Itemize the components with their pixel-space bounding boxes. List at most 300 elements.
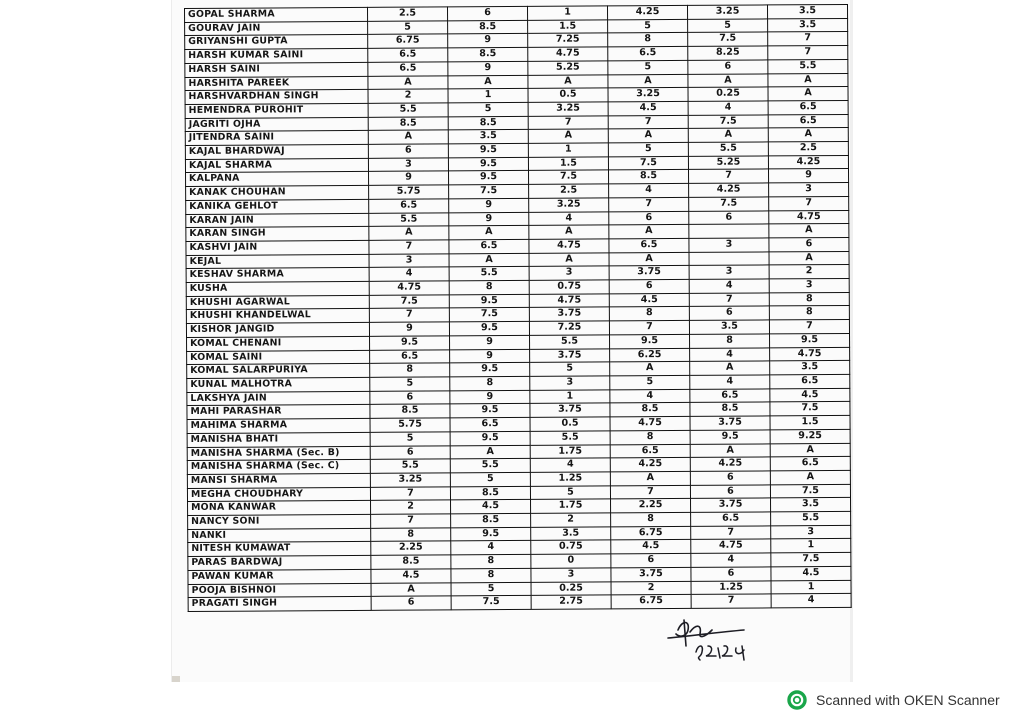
marks-cell: 0.25 <box>531 581 611 595</box>
marks-cell: 4 <box>451 541 531 555</box>
marks-cell: 8.5 <box>450 486 530 500</box>
marks-cell: 3.5 <box>448 130 528 144</box>
marks-cell: 3 <box>689 265 769 279</box>
marks-cell: 3.75 <box>611 567 691 581</box>
marks-cell: 7.5 <box>451 596 531 610</box>
marks-cell: 3.25 <box>608 88 688 102</box>
marks-cell <box>689 224 769 238</box>
marks-table-body <box>185 4 852 611</box>
marks-cell: 8.5 <box>610 403 690 417</box>
marks-cell: 8.5 <box>448 48 528 62</box>
marks-cell: 9 <box>448 61 528 75</box>
marks-cell: 5.5 <box>450 459 530 473</box>
marks-cell: 3.75 <box>530 348 610 362</box>
student-name-cell: MAHIMA SHARMA <box>187 418 370 433</box>
marks-cell: 1.75 <box>531 499 611 513</box>
marks-cell: 7.5 <box>689 197 769 211</box>
marks-cell <box>689 252 769 266</box>
marks-cell: 6.75 <box>611 526 691 540</box>
student-name-cell: LAKSHYA JAIN <box>187 391 370 406</box>
marks-cell: 3.75 <box>529 307 609 321</box>
marks-cell: 4.5 <box>451 500 531 514</box>
marks-cell: 5 <box>370 432 450 446</box>
marks-cell: 5 <box>530 486 610 500</box>
marks-cell: 0.25 <box>688 87 768 101</box>
marks-cell: 5 <box>608 19 688 33</box>
marks-cell: 7 <box>609 321 689 335</box>
marks-cell: 6.5 <box>369 199 449 213</box>
student-name-cell: GOURAV JAIN <box>185 21 368 36</box>
marks-cell: 9.5 <box>610 334 690 348</box>
marks-cell: 4.75 <box>528 47 608 61</box>
student-name-cell: KHUSHI AGARWAL <box>186 295 369 310</box>
marks-cell: 6 <box>447 6 527 20</box>
marks-cell: 5 <box>451 582 531 596</box>
marks-cell: A <box>609 252 689 266</box>
marks-cell: 6.5 <box>768 114 848 128</box>
marks-cell: 9.5 <box>450 363 530 377</box>
marks-cell: 6 <box>689 210 769 224</box>
marks-cell: 6 <box>688 60 768 74</box>
marks-cell: 1.75 <box>530 444 610 458</box>
student-name-cell: KAJAL BHARDWAJ <box>185 144 368 159</box>
marks-cell: 6.5 <box>690 389 770 403</box>
marks-cell: A <box>448 75 528 89</box>
marks-cell: 7 <box>768 32 848 46</box>
marks-cell: 4 <box>691 553 771 567</box>
scanner-watermark <box>786 689 1000 711</box>
marks-cell: A <box>529 225 609 239</box>
student-name-cell: HARSHVARDHAN SINGH <box>185 90 368 105</box>
marks-cell: 8.5 <box>371 555 451 569</box>
marks-cell: A <box>690 443 770 457</box>
marks-cell: 0.75 <box>531 540 611 554</box>
marks-cell: 9 <box>369 171 449 185</box>
marks-cell: 8 <box>690 334 770 348</box>
student-name-cell: GOPAL SHARMA <box>185 7 368 22</box>
marks-cell: 8.25 <box>688 46 768 60</box>
student-name-cell: MAHI PARASHAR <box>187 405 370 420</box>
marks-cell: 7.5 <box>449 308 529 322</box>
marks-cell: 7 <box>369 308 449 322</box>
marks-cell: 7 <box>769 196 849 210</box>
marks-cell: 9.5 <box>449 294 529 308</box>
student-name-cell: JAGRITI OJHA <box>185 117 368 132</box>
marks-cell: 4.75 <box>369 281 449 295</box>
marks-cell: 6 <box>368 144 448 158</box>
marks-cell: 0.75 <box>529 280 609 294</box>
marks-cell: 2 <box>368 89 448 103</box>
student-name-cell: MANISHA SHARMA (Sec. B) <box>187 446 370 461</box>
marks-cell: 8 <box>451 568 531 582</box>
marks-cell: 4 <box>529 211 609 225</box>
marks-cell: 1.5 <box>528 20 608 34</box>
marks-cell: 5 <box>450 472 530 486</box>
marks-cell: A <box>768 73 848 87</box>
marks-cell: A <box>608 129 688 143</box>
marks-cell: 7.5 <box>770 402 850 416</box>
marks-cell: 4.25 <box>607 5 687 19</box>
marks-cell: 5.5 <box>370 459 450 473</box>
marks-cell: 4 <box>609 184 689 198</box>
marks-cell: A <box>770 470 850 484</box>
marks-cell: 7 <box>371 514 451 528</box>
student-name-cell: KARAN SINGH <box>186 227 369 242</box>
scanner-watermark-text: Scanned with OKEN Scanner <box>816 692 1000 708</box>
marks-cell: 4.5 <box>770 388 850 402</box>
marks-cell: 3.5 <box>771 498 851 512</box>
student-name-cell: KALPANA <box>186 172 369 187</box>
marks-cell: 5.75 <box>370 418 450 432</box>
marks-cell: 6 <box>690 485 770 499</box>
marks-cell: 4.25 <box>690 457 770 471</box>
marks-cell: 8 <box>769 306 849 320</box>
marks-cell: 7.25 <box>528 33 608 47</box>
student-name-cell: KESHAV SHARMA <box>186 268 369 283</box>
marks-cell: A <box>690 361 770 375</box>
marks-cell: 1.5 <box>528 157 608 171</box>
marks-cell: 8 <box>449 280 529 294</box>
marks-cell: 7 <box>528 116 608 130</box>
marks-cell: 6.75 <box>611 595 691 609</box>
marks-cell: 9.5 <box>448 157 528 171</box>
marks-cell: A <box>371 582 451 596</box>
marks-cell: 6 <box>371 596 451 610</box>
marks-cell: A <box>608 74 688 88</box>
marks-cell: 2.5 <box>529 184 609 198</box>
student-name-cell: KOMAL SAINI <box>187 350 370 365</box>
oken-scanner-icon <box>786 689 808 711</box>
marks-cell: 4.25 <box>689 183 769 197</box>
marks-cell: 5.5 <box>771 511 851 525</box>
marks-cell: 4.75 <box>691 539 771 553</box>
student-name-cell: HARSH KUMAR SAINI <box>185 48 368 63</box>
paper-corner-mark <box>172 676 180 682</box>
marks-cell: 5.5 <box>530 431 610 445</box>
marks-cell: 1 <box>530 390 610 404</box>
marks-cell: 8 <box>611 512 691 526</box>
marks-cell: 4.5 <box>371 569 451 583</box>
student-name-cell: KOMAL SALARPURIYA <box>187 364 370 379</box>
marks-cell: 6 <box>769 237 849 251</box>
marks-cell: 5.5 <box>530 335 610 349</box>
marks-cell: 1 <box>771 580 851 594</box>
marks-cell: 6.5 <box>368 48 448 62</box>
marks-cell: 9.5 <box>451 527 531 541</box>
marks-cell: 7.5 <box>688 32 768 46</box>
marks-cell: 2 <box>531 513 611 527</box>
marks-cell: A <box>528 74 608 88</box>
marks-cell: A <box>369 226 449 240</box>
marks-cell: 3.25 <box>370 473 450 487</box>
marks-cell: 2 <box>371 500 451 514</box>
marks-cell: 7.5 <box>449 185 529 199</box>
marks-cell: 5.5 <box>688 142 768 156</box>
student-name-cell: KANAK CHOUHAN <box>186 186 369 201</box>
student-name-cell: KANIKA GEHLOT <box>186 199 369 214</box>
marks-cell: 3 <box>531 568 611 582</box>
marks-cell: 0 <box>531 554 611 568</box>
student-name-cell: NANKI <box>188 528 371 543</box>
marks-cell: 7.5 <box>770 484 850 498</box>
marks-cell: 5 <box>688 19 768 33</box>
student-name-cell: KASHVI JAIN <box>186 240 369 255</box>
marks-cell: A <box>688 73 768 87</box>
marks-cell: 9 <box>449 212 529 226</box>
marks-cell: 3 <box>769 183 849 197</box>
marks-cell: 3 <box>369 254 449 268</box>
marks-cell: 1.5 <box>770 416 850 430</box>
marks-cell: 8.5 <box>608 170 688 184</box>
marks-cell: A <box>529 253 609 267</box>
marks-cell: 7 <box>609 197 689 211</box>
marks-cell: 9 <box>450 335 530 349</box>
marks-cell: 4.25 <box>610 458 690 472</box>
marks-cell: A <box>449 253 529 267</box>
marks-cell: 2.25 <box>611 499 691 513</box>
marks-cell: 8 <box>451 555 531 569</box>
marks-cell: 4.25 <box>768 155 848 169</box>
marks-cell: 6 <box>689 306 769 320</box>
marks-cell: A <box>610 362 690 376</box>
student-name-cell: MEGHA CHOUDHARY <box>187 487 370 502</box>
marks-cell: 7.5 <box>369 295 449 309</box>
marks-cell: 8 <box>450 376 530 390</box>
marks-cell: 8 <box>608 33 688 47</box>
marks-cell: 5.25 <box>528 61 608 75</box>
marks-cell: 8.5 <box>451 513 531 527</box>
marks-cell: 6.75 <box>368 34 448 48</box>
student-name-cell: HARSH SAINI <box>185 62 368 77</box>
marks-cell: 9 <box>450 349 530 363</box>
marks-cell: 9.5 <box>449 322 529 336</box>
marks-cell: 1.25 <box>530 472 610 486</box>
marks-cell: 6.5 <box>368 62 448 76</box>
student-name-cell: MANISHA SHARMA (Sec. C) <box>187 460 370 475</box>
student-name-cell: NITESH KUMAWAT <box>188 542 371 557</box>
marks-cell: 3 <box>368 158 448 172</box>
marks-table <box>184 4 852 612</box>
student-name-cell: KUSHA <box>186 281 369 296</box>
student-name-cell: PAWAN KUMAR <box>188 569 371 584</box>
marks-cell: 1.25 <box>691 580 771 594</box>
marks-cell: 5.75 <box>369 185 449 199</box>
marks-cell: A <box>770 443 850 457</box>
marks-cell: 7 <box>608 115 688 129</box>
marks-cell: 4.75 <box>769 210 849 224</box>
marks-cell: 9.5 <box>690 430 770 444</box>
marks-cell: 7.5 <box>688 115 768 129</box>
marks-cell: 4 <box>690 348 770 362</box>
marks-cell: 6.5 <box>449 239 529 253</box>
marks-cell: 9 <box>450 390 530 404</box>
marks-cell: 8.5 <box>370 404 450 418</box>
marks-cell: 6 <box>691 567 771 581</box>
marks-cell: A <box>450 445 530 459</box>
marks-cell: 3.75 <box>690 416 770 430</box>
marks-cell: 4.75 <box>610 417 690 431</box>
marks-cell: 6 <box>609 211 689 225</box>
marks-cell: 2.25 <box>371 541 451 555</box>
marks-cell: 5 <box>608 142 688 156</box>
student-name-cell: HARSHITA PAREEK <box>185 76 368 91</box>
marks-cell: 7.5 <box>608 156 688 170</box>
marks-cell: 7.25 <box>529 321 609 335</box>
marks-cell: A <box>368 75 448 89</box>
marks-cell: 9.25 <box>770 429 850 443</box>
marks-cell: 6 <box>690 471 770 485</box>
marks-cell: 7 <box>768 46 848 60</box>
marks-cell: 9.5 <box>370 336 450 350</box>
marks-cell: A <box>449 226 529 240</box>
marks-cell: 6.25 <box>610 348 690 362</box>
marks-cell: 6.5 <box>768 100 848 114</box>
marks-cell: 3 <box>771 525 851 539</box>
marks-cell: 6 <box>609 279 689 293</box>
marks-cell: 3 <box>529 266 609 280</box>
student-name-cell: PRAGATI SINGH <box>188 597 371 612</box>
marks-cell: 1 <box>448 89 528 103</box>
student-name-cell: KUNAL MALHOTRA <box>187 377 370 392</box>
marks-cell: A <box>610 471 690 485</box>
marks-cell: 6 <box>370 391 450 405</box>
marks-cell: 9 <box>369 322 449 336</box>
marks-cell: 8.5 <box>448 116 528 130</box>
marks-cell: 5 <box>448 102 528 116</box>
student-name-cell: MANSI SHARMA <box>187 473 370 488</box>
marks-cell: 3.25 <box>687 5 767 19</box>
marks-cell: 9.5 <box>770 333 850 347</box>
student-name-cell: GRIYANSHI GUPTA <box>185 35 368 50</box>
marks-cell: 6.5 <box>770 457 850 471</box>
marks-cell: 4 <box>530 458 610 472</box>
marks-cell: 7 <box>769 320 849 334</box>
marks-cell: 7 <box>689 293 769 307</box>
marks-cell: 3.5 <box>767 4 847 18</box>
marks-cell: 3.75 <box>609 266 689 280</box>
marks-cell: 5 <box>370 377 450 391</box>
marks-cell: A <box>609 225 689 239</box>
marks-cell: 5 <box>368 21 448 35</box>
marks-cell: 7.5 <box>771 553 851 567</box>
marks-cell: 4.5 <box>771 566 851 580</box>
marks-cell: 1 <box>528 143 608 157</box>
student-name-cell: MANISHA BHATI <box>187 432 370 447</box>
marks-cell: 7 <box>691 526 771 540</box>
marks-cell: 4 <box>690 375 770 389</box>
marks-cell: 8.5 <box>690 402 770 416</box>
marks-cell: 3.25 <box>529 198 609 212</box>
marks-cell: 5 <box>530 362 610 376</box>
marks-cell: 4 <box>771 594 851 608</box>
student-name-cell: KISHOR JANGID <box>186 323 369 338</box>
marks-cell: 8 <box>609 307 689 321</box>
marks-cell: 6 <box>370 445 450 459</box>
marks-cell: 7.5 <box>529 170 609 184</box>
student-name-cell: HEMENDRA PUROHIT <box>185 103 368 118</box>
marks-cell: 7 <box>370 486 450 500</box>
marks-cell: 5 <box>610 375 690 389</box>
marks-cell: 8 <box>371 528 451 542</box>
marks-cell: 2.5 <box>768 141 848 155</box>
marks-cell: 8.5 <box>368 117 448 131</box>
marks-cell: 3.5 <box>531 527 611 541</box>
student-name-cell: KEJAL <box>186 254 369 269</box>
student-name-cell: KARAN JAIN <box>186 213 369 228</box>
marks-cell: 8.5 <box>448 20 528 34</box>
marks-cell: 6 <box>611 554 691 568</box>
marks-cell: 3 <box>530 376 610 390</box>
marks-cell: 1 <box>527 6 607 20</box>
marks-cell: 4 <box>610 389 690 403</box>
student-name-cell: NANCY SONI <box>188 514 371 529</box>
handwritten-signature <box>660 612 760 664</box>
marks-cell: 1 <box>771 539 851 553</box>
marks-cell: 3 <box>769 279 849 293</box>
marks-cell: 0.5 <box>528 88 608 102</box>
marks-cell: 6.5 <box>450 417 530 431</box>
marks-cell: 4 <box>369 267 449 281</box>
student-name-cell: MONA KANWAR <box>188 501 371 516</box>
marks-cell: 9.5 <box>450 431 530 445</box>
marks-cell: 4.75 <box>529 239 609 253</box>
marks-cell: 8 <box>610 430 690 444</box>
marks-cell: 3.75 <box>530 403 610 417</box>
marks-cell: 9.5 <box>449 171 529 185</box>
marks-cell: A <box>768 128 848 142</box>
marks-cell: 5 <box>608 60 688 74</box>
marks-cell: A <box>688 128 768 142</box>
marks-cell: 6.5 <box>691 512 771 526</box>
student-name-cell: KOMAL CHENANI <box>187 336 370 351</box>
marks-cell: 5.25 <box>688 156 768 170</box>
student-name-cell: KHUSHI KHANDELWAL <box>186 309 369 324</box>
marks-cell: 2.5 <box>367 7 447 21</box>
marks-cell: 9 <box>449 198 529 212</box>
marks-cell: 4.5 <box>611 540 691 554</box>
marks-cell: 4.5 <box>609 293 689 307</box>
marks-cell: 3.5 <box>768 18 848 32</box>
marks-cell: 5.5 <box>369 212 449 226</box>
marks-cell: A <box>769 251 849 265</box>
marks-cell: 8 <box>370 363 450 377</box>
marks-cell: 4 <box>688 101 768 115</box>
marks-cell: 4.5 <box>608 101 688 115</box>
marks-cell: A <box>368 130 448 144</box>
marks-cell: 2.75 <box>531 595 611 609</box>
marks-cell: 7 <box>610 485 690 499</box>
marks-cell: 6.5 <box>370 349 450 363</box>
marks-cell: 5.5 <box>768 59 848 73</box>
student-name-cell: KAJAL SHARMA <box>185 158 368 173</box>
student-name-cell: JITENDRA SAINI <box>185 131 368 146</box>
marks-cell: A <box>769 224 849 238</box>
marks-cell: 3.5 <box>689 320 769 334</box>
marks-cell: 9.5 <box>450 404 530 418</box>
marks-cell: 5.5 <box>368 103 448 117</box>
marks-cell: 3.25 <box>528 102 608 116</box>
marks-cell: 9 <box>448 34 528 48</box>
marks-cell: 3.75 <box>691 498 771 512</box>
marks-cell: 3.5 <box>770 361 850 375</box>
marks-cell: 5.5 <box>449 267 529 281</box>
marks-cell: 0.5 <box>530 417 610 431</box>
marks-cell: 6.5 <box>609 238 689 252</box>
marks-cell: 2 <box>769 265 849 279</box>
marks-cell: 6.5 <box>610 444 690 458</box>
marks-cell: 6.5 <box>608 47 688 61</box>
marks-cell: 7 <box>691 594 771 608</box>
